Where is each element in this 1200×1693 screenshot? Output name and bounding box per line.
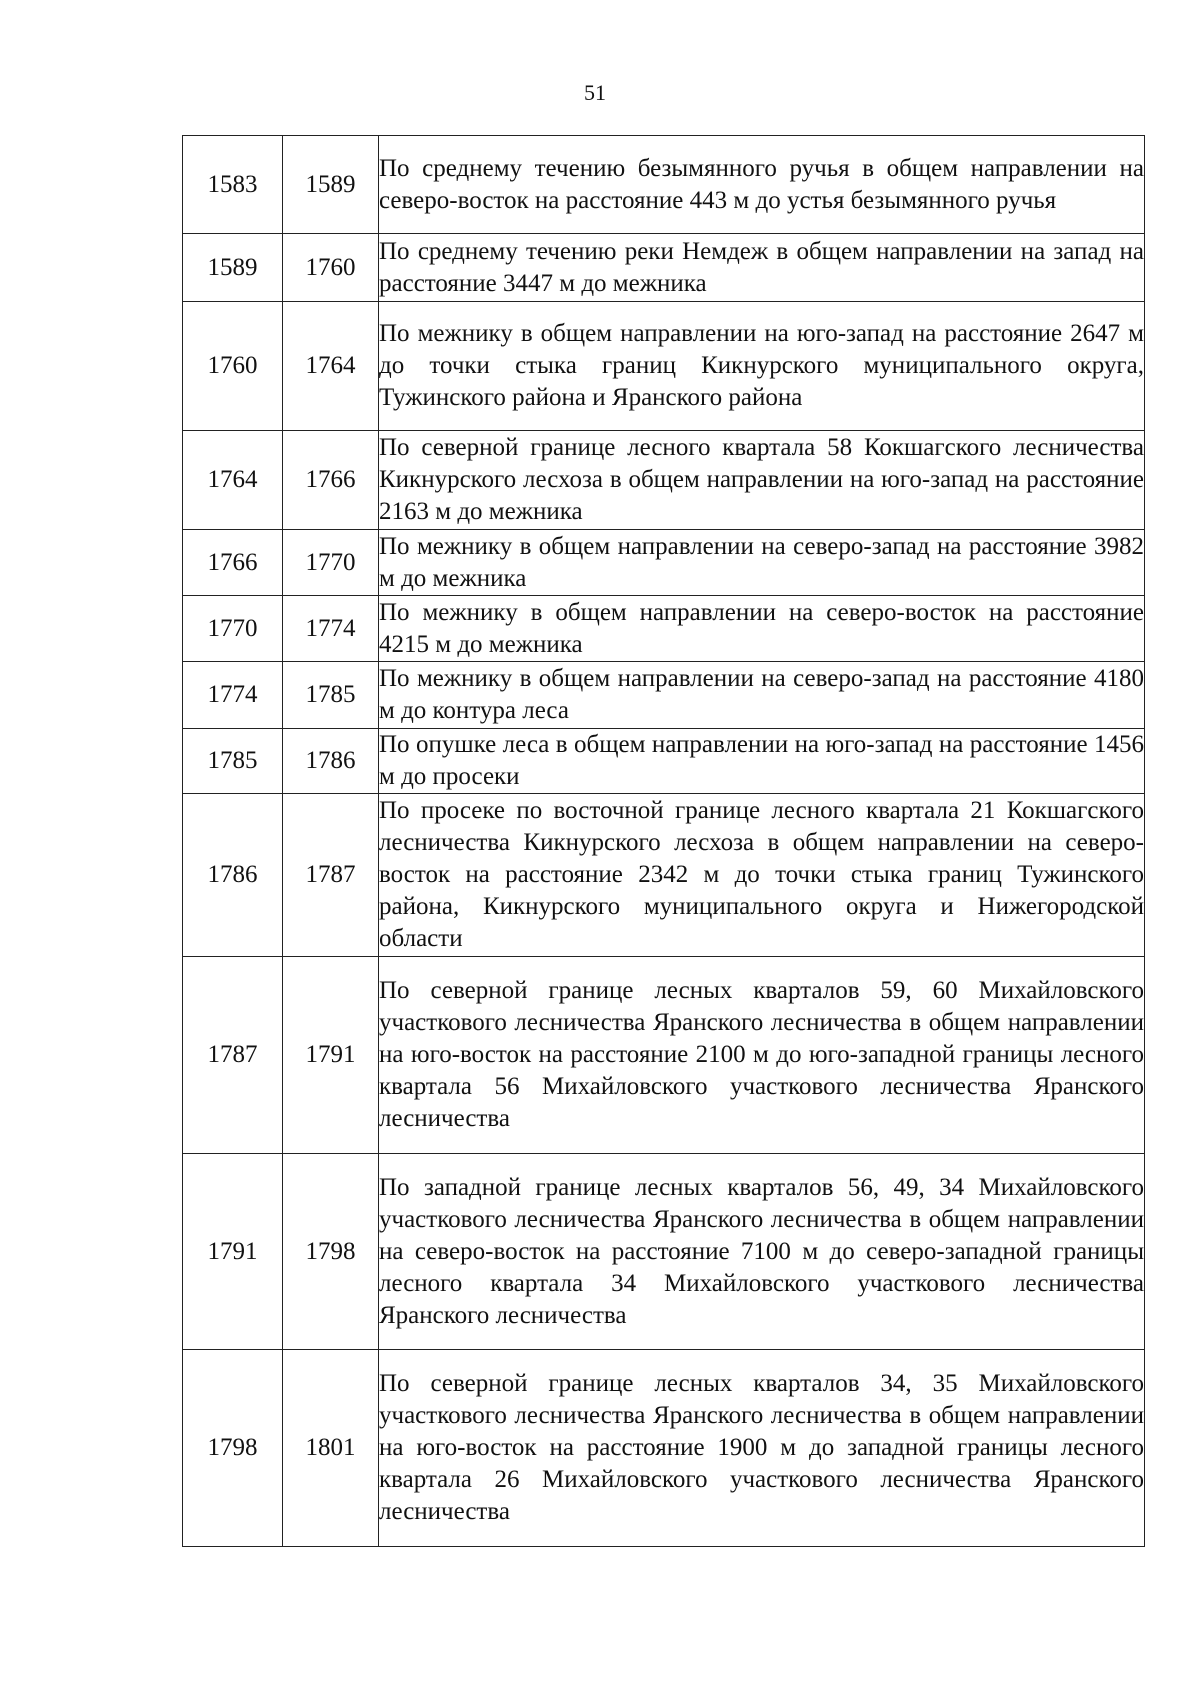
point-from: 1787 bbox=[183, 957, 283, 1154]
table-row bbox=[183, 957, 1145, 1154]
table-row bbox=[183, 530, 1145, 596]
point-to: 1785 bbox=[283, 662, 379, 729]
point-to: 1774 bbox=[283, 596, 379, 662]
table-row bbox=[183, 596, 1145, 662]
point-to: 1764 bbox=[283, 302, 379, 431]
point-to: 1787 bbox=[283, 794, 379, 957]
point-to: 1766 bbox=[283, 431, 379, 530]
point-to: 1801 bbox=[283, 1350, 379, 1547]
boundary-description: По опушке леса в общем направлении на юго-запад на расстояние 1456 м до просеки bbox=[379, 729, 1145, 794]
boundary-description: По межнику в общем направлении на юго-запад на расстояние 2647 м до точки стыка границ Кикнурского муниципального округа, Тужинского района и Яранского района bbox=[379, 302, 1145, 431]
page-number: 51 bbox=[584, 80, 606, 105]
boundary-description: По межнику в общем направлении на северо-запад на расстояние 3982 м до межника bbox=[379, 530, 1145, 596]
point-to: 1786 bbox=[283, 729, 379, 794]
boundary-description: По северной границе лесных кварталов 34, 35 Михайловского участкового лесничества Яранского лесничества в общем направлении на юго-восток на расстояние 1900 м до западной границы лесного квартала 26 Михайловского участкового лесничества Яранского лесничества bbox=[379, 1350, 1145, 1547]
point-from: 1766 bbox=[183, 530, 283, 596]
boundary-description: По среднему течению безымянного ручья в общем направлении на северо-восток на расстояние 443 м до устья безымянного ручья bbox=[379, 136, 1145, 234]
table-row bbox=[183, 729, 1145, 794]
table-row bbox=[183, 234, 1145, 302]
point-from: 1774 bbox=[183, 662, 283, 729]
table-row bbox=[183, 662, 1145, 729]
point-from: 1764 bbox=[183, 431, 283, 530]
table-row bbox=[183, 1154, 1145, 1350]
table-row bbox=[183, 1350, 1145, 1547]
table-row bbox=[183, 794, 1145, 957]
boundary-description: По межнику в общем направлении на северо-запад на расстояние 4180 м до контура леса bbox=[379, 662, 1145, 729]
point-from: 1770 bbox=[183, 596, 283, 662]
boundary-description: По межнику в общем направлении на северо-восток на расстояние 4215 м до межника bbox=[379, 596, 1145, 662]
point-to: 1770 bbox=[283, 530, 379, 596]
table-row bbox=[183, 302, 1145, 431]
point-to: 1760 bbox=[283, 234, 379, 302]
point-from: 1785 bbox=[183, 729, 283, 794]
point-from: 1589 bbox=[183, 234, 283, 302]
point-to: 1791 bbox=[283, 957, 379, 1154]
boundary-description: По среднему течению реки Немдеж в общем направлении на запад на расстояние 3447 м до межника bbox=[379, 234, 1145, 302]
boundary-description: По северной границе лесных кварталов 59, 60 Михайловского участкового лесничества Яранского лесничества в общем направлении на юго-восток на расстояние 2100 м до юго-западной границы лесного квартала 56 Михайловского участкового лесничества Яранского лесничества bbox=[379, 957, 1145, 1154]
point-from: 1786 bbox=[183, 794, 283, 957]
boundary-description-table bbox=[182, 135, 1145, 1547]
point-from: 1791 bbox=[183, 1154, 283, 1350]
point-to: 1798 bbox=[283, 1154, 379, 1350]
point-from: 1583 bbox=[183, 136, 283, 234]
table-row bbox=[183, 136, 1145, 234]
boundary-description: По просеке по восточной границе лесного квартала 21 Кокшагского лесничества Кикнурского лесхоза в общем направлении на северо-восток на расстояние 2342 м до точки стыка границ Тужинского района, Кикнурского муниципального округа и Нижегородской области bbox=[379, 794, 1145, 957]
point-from: 1798 bbox=[183, 1350, 283, 1547]
point-from: 1760 bbox=[183, 302, 283, 431]
point-to: 1589 bbox=[283, 136, 379, 234]
boundary-description: По северной границе лесного квартала 58 Кокшагского лесничества Кикнурского лесхоза в общем направлении на юго-запад на расстояние 2163 м до межника bbox=[379, 431, 1145, 530]
boundary-description: По западной границе лесных кварталов 56, 49, 34 Михайловского участкового лесничества Яранского лесничества в общем направлении на северо-восток на расстояние 7100 м до северо-западной границы лесного квартала 34 Михайловского участкового лесничества Яранского лесничества bbox=[379, 1154, 1145, 1350]
table-row bbox=[183, 431, 1145, 530]
